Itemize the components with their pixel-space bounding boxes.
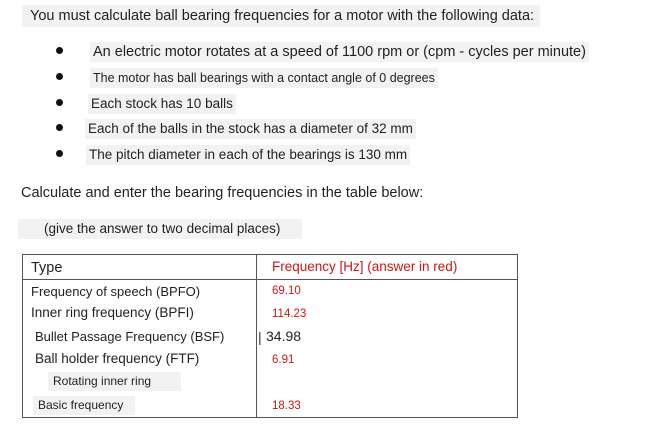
bullet-dot	[56, 99, 63, 106]
hint-text: (give the answer to two decimal places)	[18, 219, 302, 239]
instruction-text: Calculate and enter the bearing frequencies in the table below:	[21, 185, 424, 201]
header-divider	[22, 279, 518, 280]
answer-bpfi[interactable]: 114.23	[272, 308, 307, 320]
header-type: Type	[31, 260, 63, 276]
list-item: Each stock has 10 balls	[88, 94, 236, 114]
answer-basic-frequency[interactable]: 18.33	[272, 400, 301, 412]
bullet-dot	[56, 73, 63, 80]
answer-bsf[interactable]: 34.98	[266, 328, 302, 344]
row-label-bsf: Bullet Passage Frequency (BSF)	[35, 329, 225, 344]
answer-ftf[interactable]: 6.91	[272, 354, 295, 366]
row-label-rotating-inner-ring: Rotating inner ring	[48, 372, 181, 391]
row-label-bpfi: Inner ring frequency (BPFI)	[31, 305, 194, 320]
cursor-bar: |	[258, 329, 262, 345]
list-item: The pitch diameter in each of the bearings is 130 mm	[86, 145, 410, 165]
bullet-dot	[56, 47, 63, 54]
row-label-bpfo: Frequency of speech (BPFO)	[31, 284, 201, 299]
intro-text: You must calculate ball bearing frequencies for a motor with the following data:	[22, 5, 540, 27]
row-label-ftf: Ball holder frequency (FTF)	[35, 351, 200, 366]
list-item: Each of the balls in the stock has a diameter of 32 mm	[85, 119, 416, 139]
bullet-dot	[56, 124, 63, 131]
list-item: The motor has ball bearings with a contact angle of 0 degrees	[90, 68, 438, 88]
answer-bpfo[interactable]: 69.10	[272, 285, 301, 297]
list-item: An electric motor rotates at a speed of 1100 rpm or (cpm - cycles per minute)	[90, 42, 589, 62]
row-label-basic-frequency: Basic frequency	[33, 396, 135, 415]
bullet-dot	[56, 150, 63, 157]
header-frequency: Frequency [Hz] (answer in red)	[272, 259, 458, 274]
